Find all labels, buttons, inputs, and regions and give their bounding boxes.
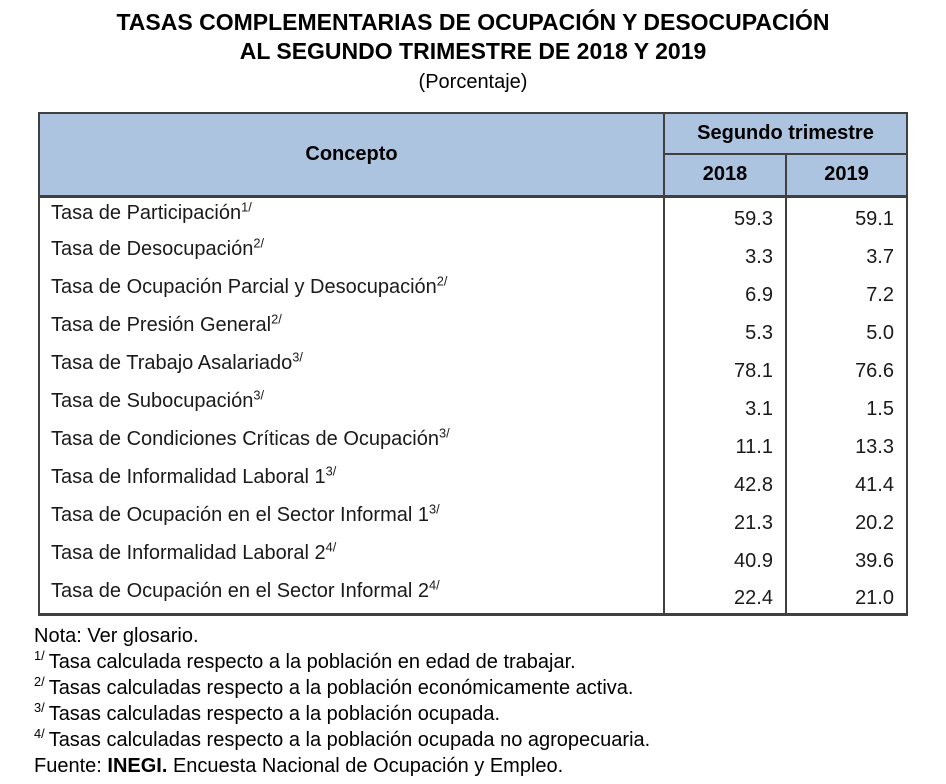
footnote: $^{4/}$ Tasas calculadas respecto a la población ocupada no agropecuaria. — [34, 725, 651, 751]
group-header-cell: Segundo trimestre — [664, 113, 907, 154]
table-row — [39, 310, 907, 348]
footnote-marker: 3/ — [438, 425, 450, 441]
rates-table — [38, 112, 908, 616]
concept-cell: Tasa de Trabajo Asalariado$^{3/}$ — [39, 348, 664, 386]
concept-cell: Tasa de Ocupación en el Sector Informal $2^{4/}$ — [39, 576, 664, 614]
table-row — [39, 576, 907, 614]
fuente-source: INEGI. — [107, 754, 168, 777]
value-2019-cell: 5.0 — [786, 310, 907, 348]
table-row — [39, 424, 907, 462]
footnote-marker: 3/ — [34, 699, 45, 715]
concept-cell: Tasa de Participación$^{1/}$ — [39, 196, 664, 234]
value-2019-cell: 76.6 — [786, 348, 907, 386]
value-2018-cell: 3.1 — [664, 386, 786, 424]
value-2019-cell: 41.4 — [786, 462, 907, 500]
footnote-marker: 4/ — [325, 539, 337, 555]
footnote-marker: 3/ — [253, 387, 265, 403]
footnote-marker: 2/ — [436, 273, 448, 289]
page-subtitle: (Porcentaje) — [418, 71, 528, 93]
value-2018-cell: 6.9 — [664, 272, 786, 310]
value-2018-cell: 42.8 — [664, 462, 786, 500]
value-2019-cell: 20.2 — [786, 500, 907, 538]
table-row — [39, 500, 907, 538]
value-2018-cell: 11.1 — [664, 424, 786, 462]
value-2019-cell: 7.2 — [786, 272, 907, 310]
value-2019-cell: 3.7 — [786, 234, 907, 272]
value-2018-cell: 21.3 — [664, 500, 786, 538]
value-2018-cell: 78.1 — [664, 348, 786, 386]
concept-cell: Tasa de Subocupación$^{3/}$ — [39, 386, 664, 424]
footnote-marker: 4/ — [34, 725, 45, 741]
nota-line: Nota: Ver glosario. — [34, 624, 199, 647]
footnote-marker: 3/ — [325, 463, 337, 479]
year-2018-header-cell: 2018 — [664, 154, 786, 196]
concept-cell: Tasa de Informalidad Laboral $1^{3/}$ — [39, 462, 664, 500]
concept-header-cell: Concepto — [39, 113, 664, 196]
table-row — [39, 234, 907, 272]
value-2018-cell: 40.9 — [664, 538, 786, 576]
footnote: $^{2/}$ Tasas calculadas respecto a la población económicamente activa. — [34, 673, 634, 699]
concept-cell: Tasa de Condiciones Críticas de Ocupación$^{3/}$ — [39, 424, 664, 462]
footnote: $^{1/}$ Tasa calculada respecto a la población en edad de trabajar. — [34, 647, 576, 673]
value-2018-cell: 22.4 — [664, 576, 786, 614]
value-2018-cell: 59.3 — [664, 196, 786, 234]
table-row — [39, 272, 907, 310]
table-row — [39, 196, 907, 234]
page-title-line2: AL SEGUNDO TRIMESTRE DE 2018 Y 2019 — [239, 38, 707, 64]
page-title-line1: TASAS COMPLEMENTARIAS DE OCUPACIÓN Y DESOCUPACIÓN — [116, 9, 830, 35]
table-header — [39, 113, 907, 196]
page-title — [0, 8, 946, 66]
footnote-marker: 1/ — [34, 647, 45, 663]
footnote-list — [34, 649, 946, 753]
footnote-marker: 2/ — [253, 235, 265, 251]
concept-cell: Tasa de Presión General$^{2/}$ — [39, 310, 664, 348]
value-2019-cell: 59.1 — [786, 196, 907, 234]
concept-cell: Tasa de Ocupación Parcial y Desocupación$^{2/}$ — [39, 272, 664, 310]
fuente-line — [34, 753, 946, 779]
fuente-lead: Fuente: — [34, 754, 108, 777]
year-2019-header-cell: 2019 — [786, 154, 907, 196]
fuente-text: Encuesta Nacional de Ocupación y Empleo. — [167, 754, 564, 777]
footnote: $^{3/}$ Tasas calculadas respecto a la población ocupada. — [34, 699, 501, 725]
footnote-marker: 1/ — [241, 198, 252, 214]
footnote-marker: 3/ — [292, 349, 303, 365]
value-2018-cell: 5.3 — [664, 310, 786, 348]
table-row — [39, 386, 907, 424]
value-2019-cell: 1.5 — [786, 386, 907, 424]
table-row — [39, 538, 907, 576]
value-2018-cell: 3.3 — [664, 234, 786, 272]
footnote-marker: 4/ — [428, 577, 440, 593]
notes-block — [34, 623, 946, 779]
table-row — [39, 462, 907, 500]
footnote-marker: 3/ — [428, 501, 440, 517]
value-2019-cell: 39.6 — [786, 538, 907, 576]
value-2019-cell: 13.3 — [786, 424, 907, 462]
table-row — [39, 348, 907, 386]
concept-cell: Tasa de Desocupación$^{2/}$ — [39, 234, 664, 272]
value-2019-cell: 21.0 — [786, 576, 907, 614]
footnote-marker: 2/ — [271, 311, 282, 327]
concept-cell: Tasa de Ocupación en el Sector Informal $1^{3/}$ — [39, 500, 664, 538]
concept-cell: Tasa de Informalidad Laboral $2^{4/}$ — [39, 538, 664, 576]
footnote-marker: 2/ — [34, 673, 45, 689]
table-body — [39, 196, 907, 614]
